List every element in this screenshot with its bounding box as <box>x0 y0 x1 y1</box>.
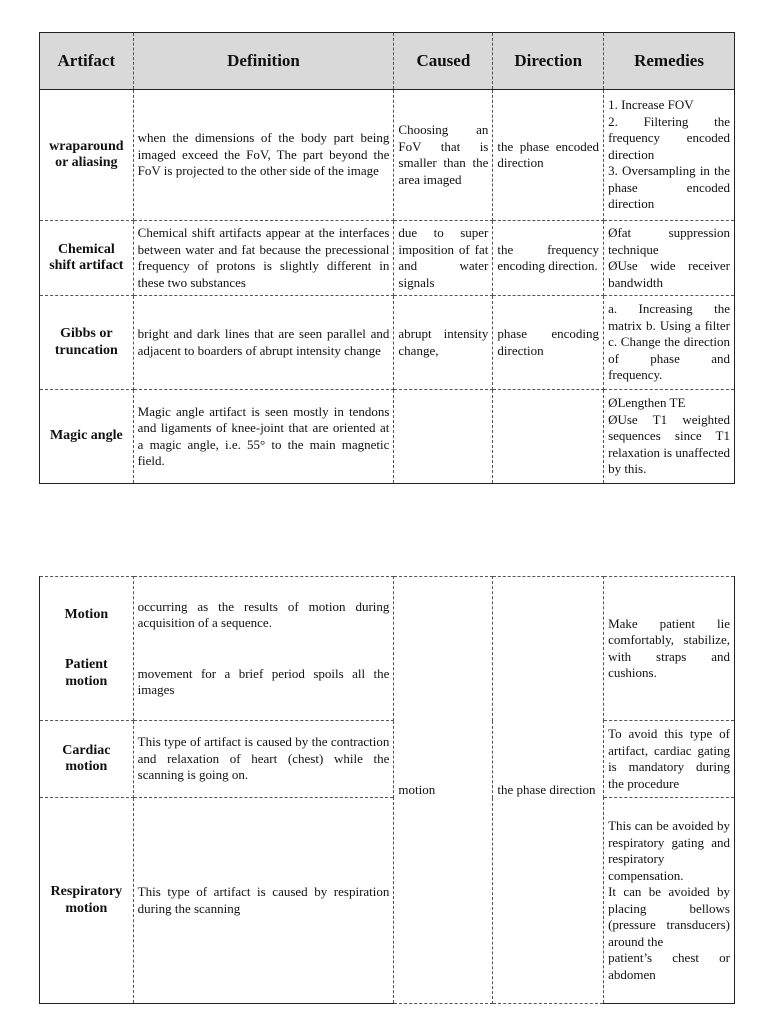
artifact-table <box>39 32 735 484</box>
artifact-name: Gibbs or truncation <box>40 296 134 390</box>
table-row <box>40 721 735 798</box>
artifact-definition: bright and dark lines that are seen parallel and adjacent to boarders of abrupt intensity change <box>133 296 394 390</box>
motion-direction: the phase direction <box>493 577 604 1004</box>
artifact-definition: Chemical shift artifacts appear at the interfaces between water and fat because the precessional frequency of protons is slightly different in these two substances <box>133 221 394 296</box>
cardiac-motion-remedy: To avoid this type of artifact, cardiac gating is mandatory during the procedure <box>604 721 735 798</box>
header-direction: Direction <box>493 33 604 90</box>
table-row <box>40 798 735 1004</box>
motion-definition: occurring as the results of motion during acquisition of a sequence. <box>137 598 390 630</box>
header-row <box>40 33 735 90</box>
motion-artifact-table <box>39 576 735 1004</box>
motion-label: Motion <box>64 606 109 622</box>
cardiac-motion-definition: This type of artifact is caused by the contraction and relaxation of heart (chest) while the scanning is going on. <box>133 721 394 798</box>
artifact-remedies: 1. Increase FOV 2. Filtering the frequency encoded direction 3. Oversampling in the phase encoded direction <box>604 90 735 221</box>
artifact-definition: Magic angle artifact is seen mostly in tendons and ligaments of knee-joint that are oriented at a magic angle, i.e. 55° to the main magnetic field. <box>133 390 394 484</box>
artifact-direction <box>493 390 604 484</box>
artifact-remedies: a. Increasing the matrix b. Using a filter c. Change the direction of phase and frequency. <box>604 296 735 390</box>
respiratory-motion-definition: This type of artifact is caused by respiration during the scanning <box>133 798 394 1004</box>
table-row <box>40 390 735 484</box>
artifact-direction: the frequency encoding direction. <box>493 221 604 296</box>
artifact-cause: Choosing an FoV that is smaller than the area imaged <box>394 90 493 221</box>
artifact-name: Chemical shift artifact <box>40 221 134 296</box>
artifact-direction: the phase encoded direction <box>493 90 604 221</box>
patient-motion-definition: movement for a brief period spoils all the images <box>137 665 390 697</box>
artifact-cause: due to super imposition of fat and water signals <box>394 221 493 296</box>
table-row <box>40 90 735 221</box>
motion-labels-cell <box>40 577 134 721</box>
header-definition: Definition <box>133 33 394 90</box>
artifact-direction: phase encoding direction <box>493 296 604 390</box>
patient-motion-label: Patient motion <box>64 657 108 689</box>
cardiac-motion-label: Cardiac motion <box>40 721 134 798</box>
motion-cause: motion <box>394 577 493 1004</box>
table-row <box>40 221 735 296</box>
artifact-cause: abrupt intensity change, <box>394 296 493 390</box>
header-artifact: Artifact <box>40 33 134 90</box>
artifact-cause <box>394 390 493 484</box>
patient-motion-remedy: Make patient lie comfortably, stabilize, with straps and cushions. <box>604 577 735 721</box>
artifact-name: Magic angle <box>40 390 134 484</box>
artifact-remedies: Øfat suppression technique ØUse wide receiver bandwidth <box>604 221 735 296</box>
respiratory-motion-label: Respiratory motion <box>40 798 134 1004</box>
artifact-definition: when the dimensions of the body part being imaged exceed the FoV, The part beyond the FoV is projected to the other side of the image <box>133 90 394 221</box>
respiratory-motion-remedy: This can be avoided by respiratory gating and respiratory compensation. It can be avoided by placing bellows (pressure transducers) around the patient’s chest or abdomen <box>604 798 735 1004</box>
header-remedies: Remedies <box>604 33 735 90</box>
artifact-name: wraparound or aliasing <box>40 90 134 221</box>
motion-definitions-cell <box>133 577 394 721</box>
table-row <box>40 296 735 390</box>
header-caused: Caused <box>394 33 493 90</box>
artifact-remedies: ØLengthen TE ØUse T1 weighted sequences since T1 relaxation is unaffected by this. <box>604 390 735 484</box>
table-row <box>40 577 735 721</box>
